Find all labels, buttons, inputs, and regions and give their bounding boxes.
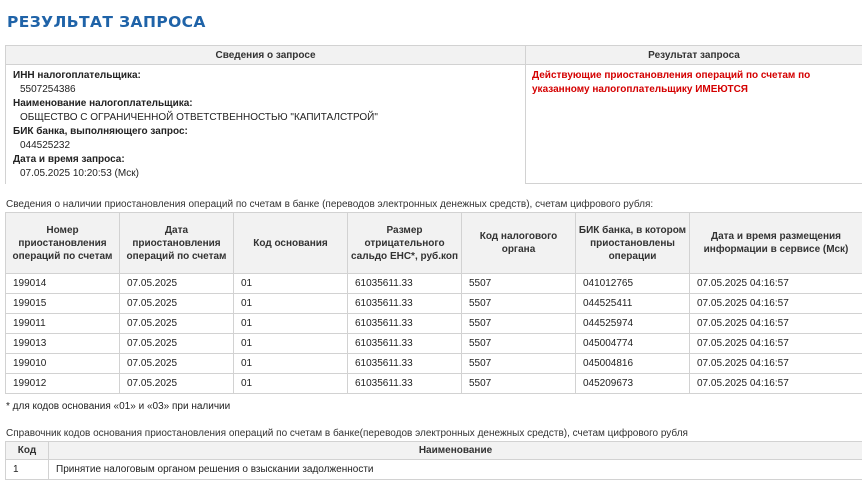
table-row (6, 374, 862, 394)
request-datetime-value: 07.05.2025 10:20:53 (Мск) (20, 168, 140, 179)
request-datetime-label: Дата и время запроса: (13, 154, 125, 165)
request-result-text: Действующие приостановления операций по счетам по указанному налогоплательщику ИМЕЮТСЯ (532, 70, 811, 95)
table-cell: 5507 (462, 334, 576, 354)
inn-value: 5507254386 (20, 84, 76, 95)
table-cell: 61035611.33 (348, 374, 462, 394)
table-cell: 5507 (462, 374, 576, 394)
bank-bik-value: 044525232 (20, 140, 71, 151)
table-cell: 61035611.33 (348, 314, 462, 334)
suspensions-header-row (6, 213, 862, 274)
taxpayer-name-label: Наименование налогоплательщика: (13, 98, 193, 109)
table-cell: 07.05.2025 04:16:57 (690, 334, 862, 354)
table-cell: 01 (234, 314, 348, 334)
bank-bik-label: БИК банка, выполняющего запрос: (13, 126, 188, 137)
table-cell: 045004774 (576, 334, 690, 354)
col-posted-datetime: Дата и время размещения информации в сервисе (Мск) (690, 213, 862, 274)
table-row (6, 294, 862, 314)
col-suspension-date: Дата приостановления операций по счетам (120, 213, 234, 274)
table-cell: 07.05.2025 04:16:57 (690, 314, 862, 334)
reference-header-row (6, 442, 862, 460)
table-row (6, 274, 862, 294)
page-title: РЕЗУЛЬТАТ ЗАПРОСА (7, 13, 206, 31)
request-result-header: Результат запроса (526, 46, 862, 65)
request-info-table (5, 45, 862, 184)
table-cell: 07.05.2025 (120, 294, 234, 314)
table-cell: 07.05.2025 (120, 314, 234, 334)
request-info-header: Сведения о запросе (6, 46, 526, 65)
table-cell: 045209673 (576, 374, 690, 394)
table-cell: 5507 (462, 294, 576, 314)
request-result-cell (526, 65, 862, 184)
table-cell: 07.05.2025 (120, 374, 234, 394)
table-cell: 07.05.2025 04:16:57 (690, 294, 862, 314)
table-row (6, 334, 862, 354)
col-suspension-number: Номер приостановления операций по счетам (6, 213, 120, 274)
table-cell: Принятие налоговым органом решения о взыскании задолженности (49, 460, 862, 480)
table-cell: 01 (234, 334, 348, 354)
col-basis-code: Код основания (234, 213, 348, 274)
reference-caption: Справочник кодов основания приостановления операций по счетам в банке(переводов электронных денежных средств), счетам цифрового рубля (6, 428, 688, 439)
table-cell: 199010 (6, 354, 120, 374)
table-cell: 199015 (6, 294, 120, 314)
table-cell: 01 (234, 274, 348, 294)
suspensions-table (5, 212, 862, 394)
table-cell: 5507 (462, 314, 576, 334)
table-cell: 61035611.33 (348, 354, 462, 374)
table-cell: 199013 (6, 334, 120, 354)
table-cell: 041012765 (576, 274, 690, 294)
table-cell: 07.05.2025 04:16:57 (690, 354, 862, 374)
table-cell: 199014 (6, 274, 120, 294)
request-info-cell (6, 65, 526, 184)
reference-table (5, 441, 862, 480)
table-cell: 07.05.2025 (120, 354, 234, 374)
table-row (6, 354, 862, 374)
col-negative-balance: Размер отрицательного сальдо ЕНС*, руб.коп (348, 213, 462, 274)
table-cell: 07.05.2025 04:16:57 (690, 274, 862, 294)
table-cell: 07.05.2025 (120, 274, 234, 294)
table-cell: 044525411 (576, 294, 690, 314)
table-cell: 01 (234, 374, 348, 394)
table-cell: 199012 (6, 374, 120, 394)
table-cell: 07.05.2025 (120, 334, 234, 354)
table-cell: 5507 (462, 274, 576, 294)
footnote: * для кодов основания «01» и «03» при наличии (6, 401, 231, 412)
table-cell: 044525974 (576, 314, 690, 334)
col-code: Код (6, 442, 49, 460)
table-row (6, 460, 862, 480)
table-cell: 1 (6, 460, 49, 480)
table-cell: 5507 (462, 354, 576, 374)
inn-label: ИНН налогоплательщика: (13, 70, 141, 81)
table-row (6, 314, 862, 334)
taxpayer-name-value: ОБЩЕСТВО С ОГРАНИЧЕННОЙ ОТВЕТСТВЕННОСТЬЮ "КАПИТАЛСТРОЙ" (20, 112, 378, 123)
col-bank-bik: БИК банка, в котором приостановлены операции (576, 213, 690, 274)
col-tax-authority-code: Код налогового органа (462, 213, 576, 274)
table-cell: 045004816 (576, 354, 690, 374)
table-cell: 61035611.33 (348, 274, 462, 294)
table-cell: 61035611.33 (348, 294, 462, 314)
table-cell: 01 (234, 354, 348, 374)
col-description: Наименование (49, 442, 862, 460)
table-cell: 61035611.33 (348, 334, 462, 354)
table-cell: 199011 (6, 314, 120, 334)
table-cell: 07.05.2025 04:16:57 (690, 374, 862, 394)
table-cell: 01 (234, 294, 348, 314)
suspensions-caption: Сведения о наличии приостановления операций по счетам в банке (переводов электронных денежных средств), счетам цифрового рубля: (6, 199, 654, 210)
